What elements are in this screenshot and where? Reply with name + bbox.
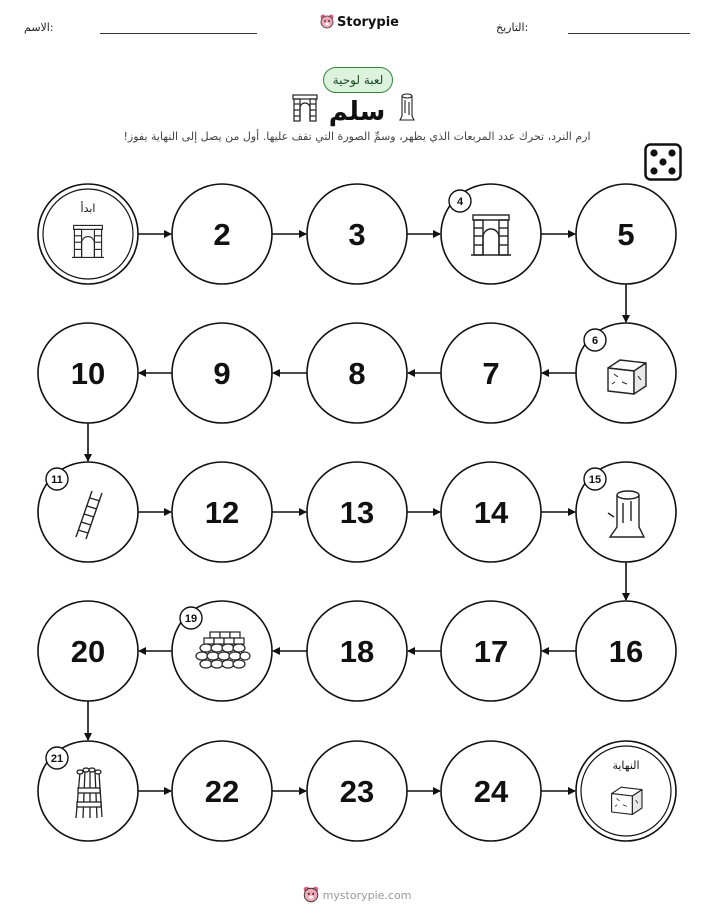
square-number: 6 (591, 335, 599, 347)
board-square-16 (576, 601, 676, 701)
board-square-21 (38, 741, 138, 841)
board-square-15 (576, 462, 676, 562)
date-label: التاريخ: (496, 21, 529, 34)
bear-icon (303, 886, 319, 904)
board-square-25 (576, 741, 676, 841)
square-circle (38, 184, 138, 284)
instructions: ارم النرد، تحرك عدد المربعات الذي يظهر، وسمِّ الصورة التي تقف عليها. أول من يصل إلى النهاية يفوز! (123, 130, 591, 143)
board-square-13 (307, 462, 407, 562)
board-square-23 (307, 741, 407, 841)
square-number: 20 (70, 634, 106, 669)
square-number: 15 (588, 474, 602, 486)
board-square-10 (38, 323, 138, 423)
square-number: 3 (348, 217, 366, 252)
game-badge: لعبة لوحية (323, 67, 393, 93)
board-square-2 (172, 184, 272, 284)
square-number: 17 (473, 634, 509, 669)
board-square-7 (441, 323, 541, 423)
square-number: 8 (348, 356, 366, 391)
board-square-8 (307, 323, 407, 423)
board-square-6 (576, 323, 676, 423)
square-number: 22 (204, 774, 240, 809)
square-number: 23 (339, 774, 375, 809)
wall-icon (196, 632, 250, 668)
square-number: 4 (456, 196, 464, 208)
name-label: الاسم: (24, 21, 54, 34)
square-number: 16 (608, 634, 644, 669)
board-square-22 (172, 741, 272, 841)
footer-url[interactable]: mystorypie.com (322, 888, 412, 902)
board-square-11 (38, 462, 138, 562)
board-square-18 (307, 601, 407, 701)
board-square-19 (172, 601, 272, 701)
cube-icon (612, 787, 642, 814)
board-square-5 (576, 184, 676, 284)
square-number: 13 (339, 495, 375, 530)
board-square-14 (441, 462, 541, 562)
square-number: 14 (473, 495, 509, 530)
footer (300, 886, 414, 904)
board-square-4 (441, 184, 541, 284)
brand-name: Storypie (337, 14, 399, 30)
square-number: 9 (213, 356, 231, 391)
board-square-9 (172, 323, 272, 423)
board-square-24 (441, 741, 541, 841)
square-number: 7 (482, 356, 500, 391)
square-number: 2 (213, 217, 231, 252)
start-label: ابدأ (80, 202, 96, 215)
square-number: 18 (339, 634, 375, 669)
board-square-17 (441, 601, 541, 701)
square-number: 10 (70, 356, 106, 391)
square-number: 5 (617, 217, 635, 252)
square-number: 24 (473, 774, 509, 809)
square-number: 19 (184, 613, 198, 625)
board-square-20 (38, 601, 138, 701)
page-title: سلم (328, 97, 386, 127)
cube-icon (608, 360, 646, 394)
board-square-1 (38, 184, 138, 284)
square-number: 12 (204, 495, 240, 530)
end-label: النهاية (612, 759, 640, 772)
square-number: 11 (51, 474, 63, 486)
square-number: 21 (50, 753, 64, 765)
board-square-12 (172, 462, 272, 562)
board-square-3 (307, 184, 407, 284)
